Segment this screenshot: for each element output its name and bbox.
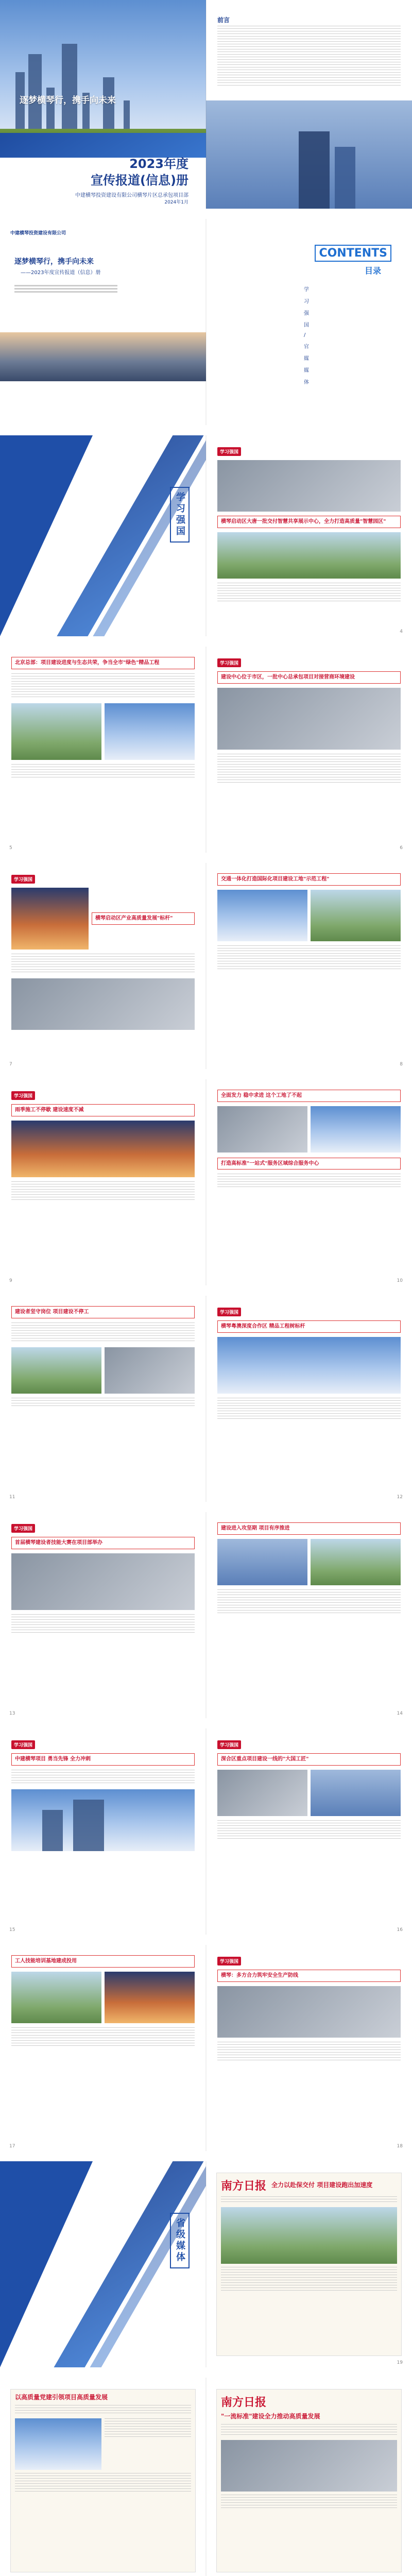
page-article-12 <box>0 1728 206 1935</box>
article9-photo-a <box>11 1347 101 1394</box>
article7-photo-a <box>217 1106 307 1153</box>
page-article-15 <box>206 1945 412 2151</box>
spread-7 <box>0 1296 412 1502</box>
page-article-2 <box>0 647 206 853</box>
page-article-6 <box>0 1079 206 1285</box>
xuexi-logo: 学习强国 <box>11 875 35 884</box>
newspaper1-headline: 全力以赴保交付 项目建设跑出加速度 <box>271 2181 373 2189</box>
page-number: 12 <box>397 1495 403 1500</box>
xuexi-logo: 学习强国 <box>11 1524 35 1533</box>
newspaper3-headline: "一流标准"建设全力推动高质量发展 <box>221 2413 320 2420</box>
page-article-11 <box>206 1512 412 1718</box>
page-newspaper-2 <box>0 2378 206 2576</box>
spread-cover <box>0 0 412 209</box>
brand-logo-text: 中建横琴投资建设有限公司 <box>10 231 66 236</box>
article2-photo-a <box>11 703 101 760</box>
inner-cover-text <box>14 283 117 294</box>
cover-page <box>0 0 206 209</box>
newspaper3-photo <box>221 2440 397 2492</box>
page-newspaper-1 <box>206 2161 412 2367</box>
xuexi-logo: 学习强国 <box>217 658 241 667</box>
contents-item-2[interactable]: 习 <box>304 299 309 304</box>
page-article-1 <box>206 435 412 636</box>
page-number: 15 <box>9 1927 15 1933</box>
contents-item-6[interactable]: 官 <box>304 344 309 350</box>
article3-photo <box>217 688 401 750</box>
page-article-10 <box>0 1512 206 1718</box>
xuexi-logo: 学习强国 <box>11 1091 35 1100</box>
article1-photo <box>217 460 401 512</box>
article5-headline: 交通一体化打造国际化项目建设工地"示范工程" <box>217 873 401 886</box>
foreword-title: 前言 <box>217 16 230 24</box>
xuexi-logo: 学习强国 <box>217 1957 241 1965</box>
spread-12 <box>0 2378 412 2576</box>
spread-6 <box>0 1079 412 1285</box>
contents-item-4[interactable]: 国 <box>304 323 309 328</box>
spread-contents <box>0 219 412 425</box>
page-number: 9 <box>9 1278 12 1283</box>
xuexi-logo: 学习强国 <box>11 1740 35 1749</box>
page-article-8 <box>0 1296 206 1502</box>
article12-photo-a <box>217 1539 307 1585</box>
page-number: 11 <box>9 1495 15 1500</box>
xuexi-logo: 学习强国 <box>217 1308 241 1316</box>
cover-slogan: 逐梦横琴行，携手向未来 <box>20 95 116 106</box>
article3-headline: 建设中心位于市区，一批中心总承包项目对接营商环境建设 <box>217 671 401 684</box>
page-article-7 <box>206 1079 412 1285</box>
spread-9 <box>0 1728 412 1935</box>
newspaper2-photo <box>15 2418 101 2470</box>
cover-date: 2024年1月 <box>164 200 188 205</box>
contents-item-7[interactable]: 媒 <box>304 356 309 362</box>
page-number: 18 <box>397 2144 403 2149</box>
foreword-photo <box>206 100 412 209</box>
contents-item-1[interactable]: 学 <box>304 287 309 293</box>
article9-photo-b <box>105 1347 195 1394</box>
page-number: 8 <box>400 1062 403 1067</box>
page-article-3 <box>206 647 412 853</box>
article9-headline: 建设者坚守岗位 项目建设不停工 <box>11 1306 195 1318</box>
article10-headline: 横琴粤澳深度合作区 精品工程树标杆 <box>217 1320 401 1333</box>
inner-cover-bridge-photo <box>0 332 206 381</box>
spread-8 <box>0 1512 412 1718</box>
newspaper-masthead: 南方日报 <box>221 2179 267 2193</box>
contents-item-3[interactable]: 强 <box>304 311 309 316</box>
cover-city-photo <box>0 0 206 149</box>
article1-headline: 横琴启动区大唐一批交付智慧共享展示中心，全力打造高质量"智慧园区" <box>217 516 401 528</box>
page-article-14 <box>0 1945 206 2151</box>
page-article-9 <box>206 1296 412 1502</box>
cover-year-title: 2023年度 <box>129 157 188 171</box>
article8-headline: 打造高标准"一站式"服务区域综合服务中心 <box>217 1158 401 1170</box>
contents-item-9[interactable]: 体 <box>304 380 309 385</box>
article15-photo-a <box>11 1972 101 2023</box>
article15-headline: 工人技能培训基地建成投用 <box>11 1955 195 1968</box>
page-number: 10 <box>397 1278 403 1283</box>
newspaper-clipping-3 <box>216 2389 402 2572</box>
section2-divider-page <box>0 2161 206 2367</box>
article7-headline: 全面发力 稳中求进 这个工地了不起 <box>217 1090 401 1102</box>
article12-headline: 建设进入攻坚期 项目有序推进 <box>217 1522 401 1535</box>
newspaper-masthead: 南方日报 <box>221 2396 267 2409</box>
page-newspaper-3 <box>206 2378 412 2576</box>
article1-photo-2 <box>217 532 401 579</box>
contents-en: CONTENTS <box>315 245 391 262</box>
spread-4 <box>0 647 412 853</box>
cover-org: 中建横琴投资建设有限公司横琴片区总承包项目部 <box>75 193 188 198</box>
newspaper-clipping-1 <box>216 2173 402 2356</box>
inner-cover-line2: ——2023年度宣传报道（信息）册 <box>21 270 101 276</box>
article6-headline: 雨季施工不停歇 建设速度不减 <box>11 1104 195 1116</box>
article6-photo <box>11 1121 195 1177</box>
article11-photo <box>11 1553 195 1610</box>
spread-section-2 <box>0 2161 412 2367</box>
foreword-page <box>206 0 412 209</box>
article4-headline: 横琴启动区产业高质量发展"标杆" <box>92 912 195 925</box>
article5-photo-b <box>311 890 401 941</box>
page-number: 4 <box>400 629 403 634</box>
page-number: 13 <box>9 1711 15 1716</box>
contents-item-8[interactable]: 媒 <box>304 368 309 374</box>
article4-photo <box>11 888 89 950</box>
article14-photo-b <box>311 1770 401 1816</box>
page-article-5 <box>206 863 412 1069</box>
section2-title: 省级媒体 <box>170 2213 190 2268</box>
cover-main-title: 宣传报道(信息)册 <box>91 173 188 188</box>
article13-headline: 中建横琴项目 勇当先锋 全力冲刺 <box>11 1753 195 1766</box>
newspaper-clipping-2 <box>10 2389 196 2572</box>
inner-cover-line1: 逐梦横琴行，携手向未来 <box>14 258 94 266</box>
foreword-text <box>217 26 401 98</box>
inner-cover-page <box>0 219 206 425</box>
contents-list <box>304 281 391 389</box>
article2-headline: 北京总部：项目建设进度与生态共荣，争当全市"绿色"精品工程 <box>11 657 195 669</box>
article2-photo-b <box>105 703 195 760</box>
article15-photo-b <box>105 1972 195 2023</box>
article7-photo-b <box>311 1106 401 1153</box>
page-number: 14 <box>397 1711 403 1716</box>
spread-5 <box>0 863 412 1069</box>
section1-divider-page <box>0 435 206 636</box>
contents-item-5[interactable]: / <box>304 332 306 338</box>
article16-headline: 横琴：多方合力筑牢安全生产防线 <box>217 1970 401 1982</box>
newspaper1-photo <box>221 2207 397 2264</box>
page-number: 7 <box>9 1062 12 1067</box>
article12-photo-b <box>311 1539 401 1585</box>
page-number: 5 <box>9 845 12 851</box>
xuexi-logo: 学习强国 <box>217 1740 241 1749</box>
page-article-13 <box>206 1728 412 1935</box>
article11-headline: 首届横琴建设者技能大赛在项目部举办 <box>11 1537 195 1549</box>
page-number: 16 <box>397 1927 403 1933</box>
spread-10 <box>0 1945 412 2151</box>
contents-cn: 目录 <box>364 266 381 276</box>
contents-page <box>206 219 412 425</box>
page-number: 19 <box>397 2360 403 2365</box>
article16-photo <box>217 1986 401 2038</box>
spread-section-1 <box>0 435 412 636</box>
article5-photo-a <box>217 890 307 941</box>
xuexi-logo: 学习强国 <box>217 447 241 456</box>
article13-photo <box>11 1789 195 1851</box>
page-number: 6 <box>400 845 403 851</box>
article14-photo-a <box>217 1770 307 1816</box>
page-number: 17 <box>9 2144 15 2149</box>
article4-photo-2 <box>11 978 195 1030</box>
page-article-4 <box>0 863 206 1069</box>
newspaper2-headline: 以高质量党建引领项目高质量发展 <box>15 2394 108 2401</box>
article14-headline: 深合区重点项目建设一线的"大国工匠" <box>217 1753 401 1766</box>
article10-photo <box>217 1337 401 1394</box>
section1-title: 学习强国 <box>170 487 190 543</box>
